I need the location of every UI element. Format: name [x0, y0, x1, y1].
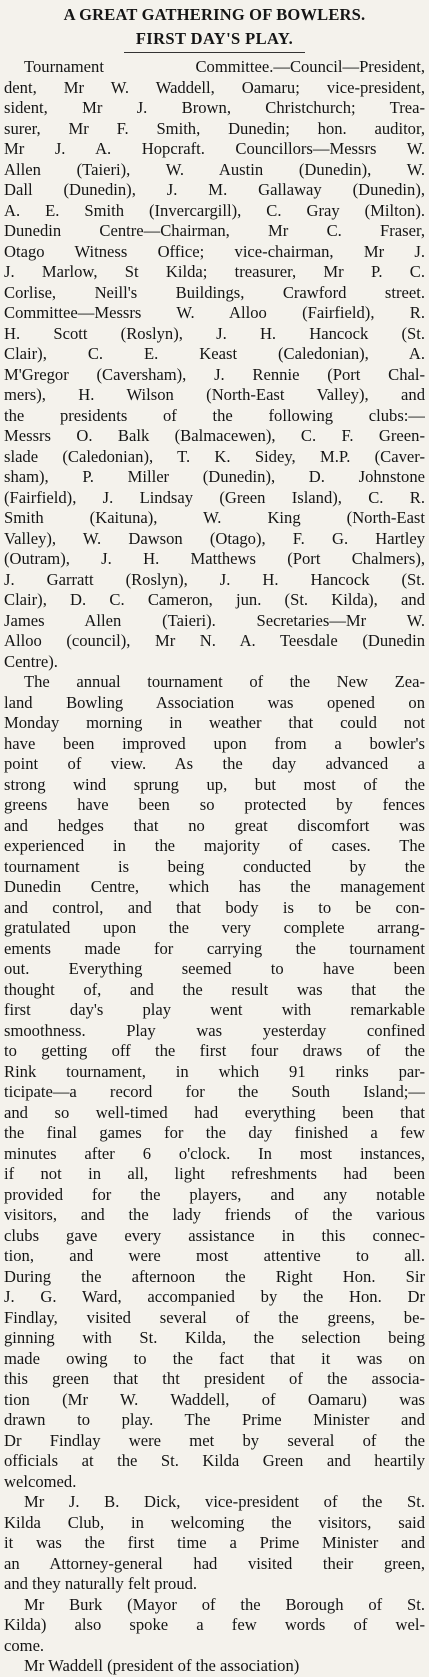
- text-line: Valley), W. Dawson (Otago), F. G. Hartley: [4, 528, 425, 548]
- text-line: gratulated upon the very complete arrang-: [4, 918, 425, 937]
- text-line: out. Everything seemed to have been: [4, 959, 425, 978]
- text-line: ticipate—a record for the South Island;—: [4, 1082, 425, 1101]
- text-line: clubs gave every assistance in this connec-: [4, 1225, 425, 1245]
- article-paragraph: [4, 1492, 425, 1595]
- text-line: smoothness. Play was yesterday confined: [4, 1020, 425, 1040]
- text-line: point of view. As the day advanced a: [4, 754, 425, 773]
- text-line: tournament is being conducted by the: [4, 856, 425, 876]
- text-line: if not in all, light refreshments had been: [4, 1164, 425, 1183]
- article-body: [4, 57, 425, 1677]
- text-line: Dunedin Centre—Chairman, Mr C. Fraser,: [4, 221, 425, 240]
- text-line: Dr Findlay were met by several of the: [4, 1430, 425, 1450]
- subheading-rule: [124, 52, 305, 53]
- text-line: Dall (Dunedin), J. M. Gallaway (Dunedin),: [4, 180, 425, 199]
- text-line: ements made for carrying the tournament: [4, 938, 425, 958]
- text-line: Kilda Club, in welcoming the visitors, said: [4, 1512, 425, 1532]
- text-line: (Outram), J. H. Matthews (Port Chalmers),: [4, 549, 425, 568]
- text-line: Alloo (council), Mr N. A. Teesdale (Dunedin: [4, 631, 425, 650]
- text-line: have been improved upon from a bowler's: [4, 733, 425, 753]
- text-line: come.: [4, 1635, 45, 1655]
- text-line: Mr Burk (Mayor of the Borough of St.: [24, 1594, 425, 1614]
- article-subheading: FIRST DAY'S PLAY.: [135, 29, 294, 48]
- text-line: visitors, and the lady friends of the various: [4, 1205, 425, 1224]
- text-line: Dunedin Centre, which has the management: [4, 877, 425, 896]
- text-line: first day's play went with remarkable: [4, 1000, 425, 1019]
- text-line: and so well-timed had everything been that: [4, 1102, 425, 1122]
- text-line: and they naturally felt proud.: [4, 1574, 198, 1593]
- text-line: an Attorney-general had visited their green,: [4, 1553, 425, 1573]
- text-line: During the afternoon the Right Hon. Sir: [4, 1266, 425, 1286]
- text-line: welcomed.: [4, 1471, 77, 1491]
- text-line: sham), P. Miller (Dunedin), D. Johnstone: [4, 467, 425, 486]
- text-line: J. Marlow, St Kilda; treasurer, Mr P. C.: [4, 262, 425, 281]
- text-line: H. Scott (Roslyn), J. H. Hancock (St.: [4, 323, 425, 343]
- text-line: it was the first time a Prime Minister and: [4, 1533, 425, 1552]
- text-line: drawn to play. The Prime Minister and: [4, 1410, 425, 1429]
- text-line: minutes after 6 o'clock. In most instances,: [4, 1143, 425, 1163]
- article-paragraph: [4, 57, 425, 672]
- text-line: slade (Caledonian), T. K. Sidey, M.P. (Caver-: [4, 446, 425, 466]
- text-line: Clair), C. E. Keast (Caledonian), A.: [4, 344, 425, 363]
- text-line: and control, and that body is to be con-: [4, 897, 425, 917]
- text-line: to getting off the first four draws of the: [4, 1041, 425, 1060]
- text-line: Smith (Kaituna), W. King (North-East: [4, 508, 425, 527]
- text-line: experienced in the majority of cases. The: [4, 836, 425, 855]
- text-line: The annual tournament of the New Zea-: [24, 672, 425, 691]
- text-line: Centre).: [4, 651, 58, 671]
- text-line: tion, and were most attentive to all.: [4, 1246, 425, 1265]
- text-line: Otago Witness Office; vice-chairman, Mr J.: [4, 241, 425, 261]
- text-line: and hedges that no great discomfort was: [4, 815, 425, 835]
- text-line: James Allen (Taieri). Secretaries—Mr W.: [4, 610, 425, 630]
- text-line: J. G. Ward, accompanied by the Hon. Dr: [4, 1287, 425, 1306]
- text-line: officials at the St. Kilda Green and heartily: [4, 1451, 425, 1470]
- text-line: Mr J. B. Dick, vice-president of the St.: [24, 1492, 425, 1511]
- text-line: made owing to the fact that it was on: [4, 1348, 425, 1368]
- text-line: the final games for the day finished a few: [4, 1123, 425, 1142]
- text-line: Mr Waddell (president of the association): [24, 1656, 300, 1675]
- text-line: Monday morning in weather that could not: [4, 713, 425, 732]
- text-line: tion (Mr W. Waddell, of Oamaru) was: [4, 1389, 425, 1409]
- text-line: this green that tht president of the associa-: [4, 1369, 425, 1388]
- text-line: A. E. Smith (Invercargill), C. Gray (Milton).: [4, 200, 425, 220]
- text-line: Allen (Taieri), W. Austin (Dunedin), W.: [4, 159, 425, 179]
- article-paragraph: [4, 1595, 425, 1657]
- text-line: the presidents of the following clubs:—: [4, 405, 425, 425]
- text-line: ginning with St. Kilda, the selection being: [4, 1328, 425, 1347]
- text-line: strong wind sprung up, but most of the: [4, 774, 425, 794]
- text-line: sident, Mr J. Brown, Christchurch; Trea-: [4, 98, 425, 117]
- text-line: J. Garratt (Roslyn), J. H. Hancock (St.: [4, 569, 425, 589]
- text-line: Kilda) also spoke a few words of wel-: [4, 1615, 425, 1634]
- text-line: Clair), D. C. Cameron, jun. (St. Kilda), and: [4, 590, 425, 609]
- text-line: mers), H. Wilson (North-East Valley), and: [4, 385, 425, 404]
- text-line: Rink tournament, in which 91 rinks par-: [4, 1061, 425, 1081]
- text-line: provided for the players, and any notable: [4, 1184, 425, 1204]
- text-line: Corlise, Neill's Buildings, Crawford street.: [4, 282, 425, 302]
- text-line: surer, Mr F. Smith, Dunedin; hon. auditor,: [4, 118, 425, 138]
- text-line: thought of, and the result was that the: [4, 979, 425, 999]
- text-line: Messrs O. Balk (Balmacewen), C. F. Green-: [4, 426, 425, 445]
- text-line: M'Gregor (Caversham), J. Rennie (Port Chal-: [4, 364, 425, 384]
- article-headline: A GREAT GATHERING OF BOWLERS.: [63, 5, 366, 24]
- text-line: Tournament Committee.—Council—President,: [24, 57, 425, 76]
- article-paragraph: [4, 672, 425, 1492]
- text-line: dent, Mr W. Waddell, Oamaru; vice-president,: [4, 77, 425, 97]
- text-line: land Bowling Association was opened on: [4, 692, 425, 712]
- text-line: (Fairfield), J. Lindsay (Green Island), C. R.: [4, 487, 425, 507]
- text-line: Findlay, visited several of the greens, be-: [4, 1307, 425, 1327]
- article-paragraph: [4, 1656, 425, 1677]
- text-line: greens have been so protected by fences: [4, 795, 425, 814]
- text-line: Committee—Messrs W. Alloo (Fairfield), R.: [4, 303, 425, 322]
- text-line: Mr J. A. Hopcraft. Councillors—Messrs W.: [4, 139, 425, 158]
